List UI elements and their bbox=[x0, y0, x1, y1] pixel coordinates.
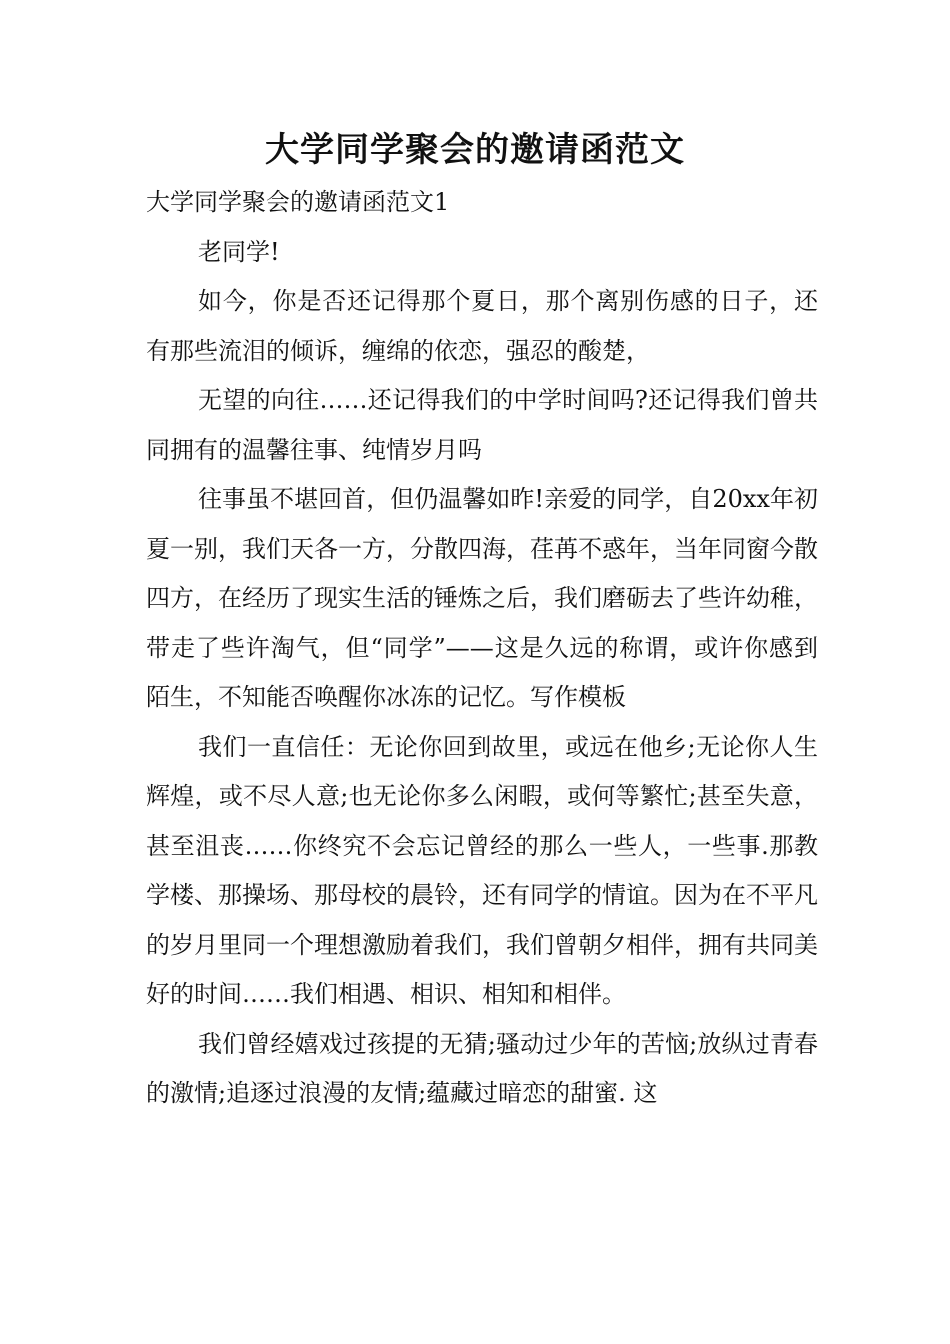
paragraph: 我们曾经嬉戏过孩提的无猜;骚动过少年的苦恼;放纵过青春的激情;追逐过浪漫的友情;蕴藏过暗恋的甜蜜. 这 bbox=[146, 1029, 818, 1107]
paragraph: 往事虽不堪回首，但仍温馨如昨!亲爱的同学，自20xx年初夏一别，我们天各一方，分散四海，荏苒不惑年，当年同窗今散四方，在经历了现实生活的锤炼之后，我们磨砺去了些许幼稚，带走了些许淘气，但“同学”——这是久远的称谓，或许你感到陌生，不知能否唤醒你冰冻的记忆。写作模板 bbox=[146, 485, 818, 711]
paragraph: 无望的向往……还记得我们的中学时间吗?还记得我们曾共同拥有的温馨往事、纯情岁月吗 bbox=[146, 386, 818, 464]
document-body bbox=[146, 178, 818, 1119]
section-heading: 大学同学聚会的邀请函范文1 bbox=[146, 188, 450, 216]
paragraph: 我们一直信任：无论你回到故里，或远在他乡;无论你人生辉煌，或不尽人意;也无论你多么闲暇，或何等繁忙;甚至失意，甚至沮丧……你终究不会忘记曾经的那么一些人，一些事.那教学楼、那操场、那母校的晨铃，还有同学的情谊。因为在不平凡的岁月里同一个理想激励着我们，我们曾朝夕相伴，拥有共同美好的时间……我们相遇、相识、相知和相伴。 bbox=[146, 732, 818, 1008]
document-title: 大学同学聚会的邀请函范文 bbox=[265, 130, 685, 170]
paragraph-greeting: 老同学! bbox=[198, 237, 280, 266]
paragraph: 如今，你是否还记得那个夏日，那个离别伤感的日子，还有那些流泪的倾诉，缠绵的依恋，强忍的酸楚， bbox=[146, 287, 818, 365]
